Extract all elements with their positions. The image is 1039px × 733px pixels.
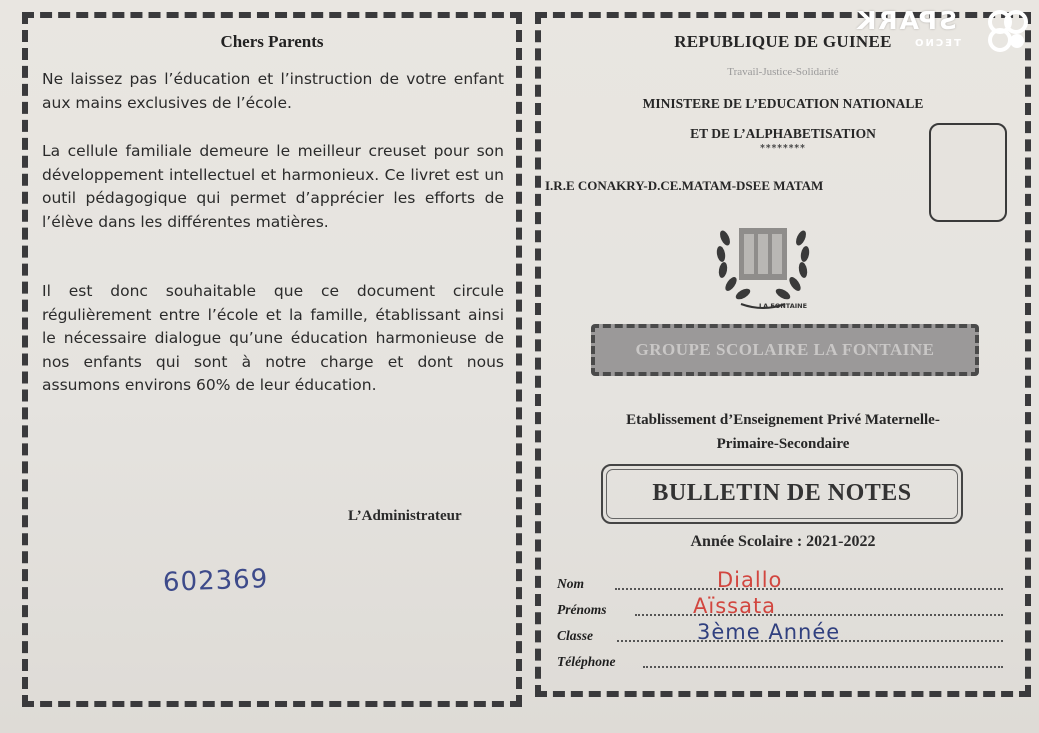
field-nom — [557, 570, 1003, 594]
motto: Travail-Justice-Solidarité — [727, 66, 839, 78]
camera-watermark — [855, 6, 1035, 56]
field-value: 3ème Année — [697, 620, 841, 644]
left-page — [22, 12, 522, 707]
field-label: Classe — [557, 628, 594, 643]
paragraph-2: La cellule familiale demeure le meilleur creuset pour son développement intellectuel et harmonieux. Ce livret est un outil pédagogique qui permet d’apprécier les efforts de l’élève dans les différentes matières. — [42, 142, 504, 231]
school-name: GROUPE SCOLAIRE LA FONTAINE — [635, 340, 935, 359]
ministry-line-1: MINISTERE DE L’EDUCATION NATIONALE — [642, 96, 924, 111]
handwritten-number: 602369 — [162, 564, 269, 598]
field-label: Prénoms — [557, 602, 607, 617]
field-prenoms — [557, 596, 1003, 620]
field-value: Aïssata — [693, 594, 777, 618]
field-telephone — [557, 648, 1003, 672]
field-classe — [557, 622, 1003, 646]
logo-caption: LA FONTAINE — [758, 302, 808, 310]
field-label: Téléphone — [557, 654, 616, 669]
right-page — [535, 12, 1031, 697]
field-value: Diallo — [717, 568, 783, 592]
paragraph-1: Ne laissez pas l’éducation et l’instruction de votre enfant aux mains exclusives de l’école. — [42, 70, 504, 112]
establishment-line-1: Etablissement d’Enseignement Privé Maternelle- — [626, 412, 940, 428]
stars-divider: ******** — [760, 144, 806, 154]
paragraph-3: Il est donc souhaitable que ce document circule régulièrement entre l’école et la famille, établissant ainsi le nécessaire dialogue qu’une éducation harmonieuse de nos enfants qui sont à notre charge et dont nous assumons environs 60% de leur éducation. — [42, 282, 504, 394]
country-heading: REPUBLIQUE DE GUINEE — [674, 32, 892, 51]
dotted-line — [635, 614, 1003, 616]
watermark-brand: SPARK — [855, 6, 958, 35]
document-title-box — [601, 464, 963, 524]
school-name-box — [591, 324, 979, 376]
field-label: Nom — [557, 576, 584, 591]
photo-box — [929, 123, 1007, 222]
spark-logo-icon — [985, 8, 1031, 54]
left-page-title: Chers Parents — [220, 32, 324, 51]
watermark-sub: TECNO — [913, 38, 961, 49]
document-title: BULLETIN DE NOTES — [652, 480, 912, 506]
establishment-line-2: Primaire-Secondaire — [716, 436, 850, 452]
dotted-line — [615, 588, 1003, 590]
signatory: L’Administrateur — [348, 508, 462, 524]
dotted-line — [643, 666, 1003, 668]
ire-line: I.R.E CONAKRY-D.CE.MATAM-DSEE MATAM — [545, 178, 824, 193]
school-year: Année Scolaire : 2021-2022 — [690, 533, 876, 550]
ministry-line-2: ET DE L’ALPHABETISATION — [690, 126, 876, 141]
